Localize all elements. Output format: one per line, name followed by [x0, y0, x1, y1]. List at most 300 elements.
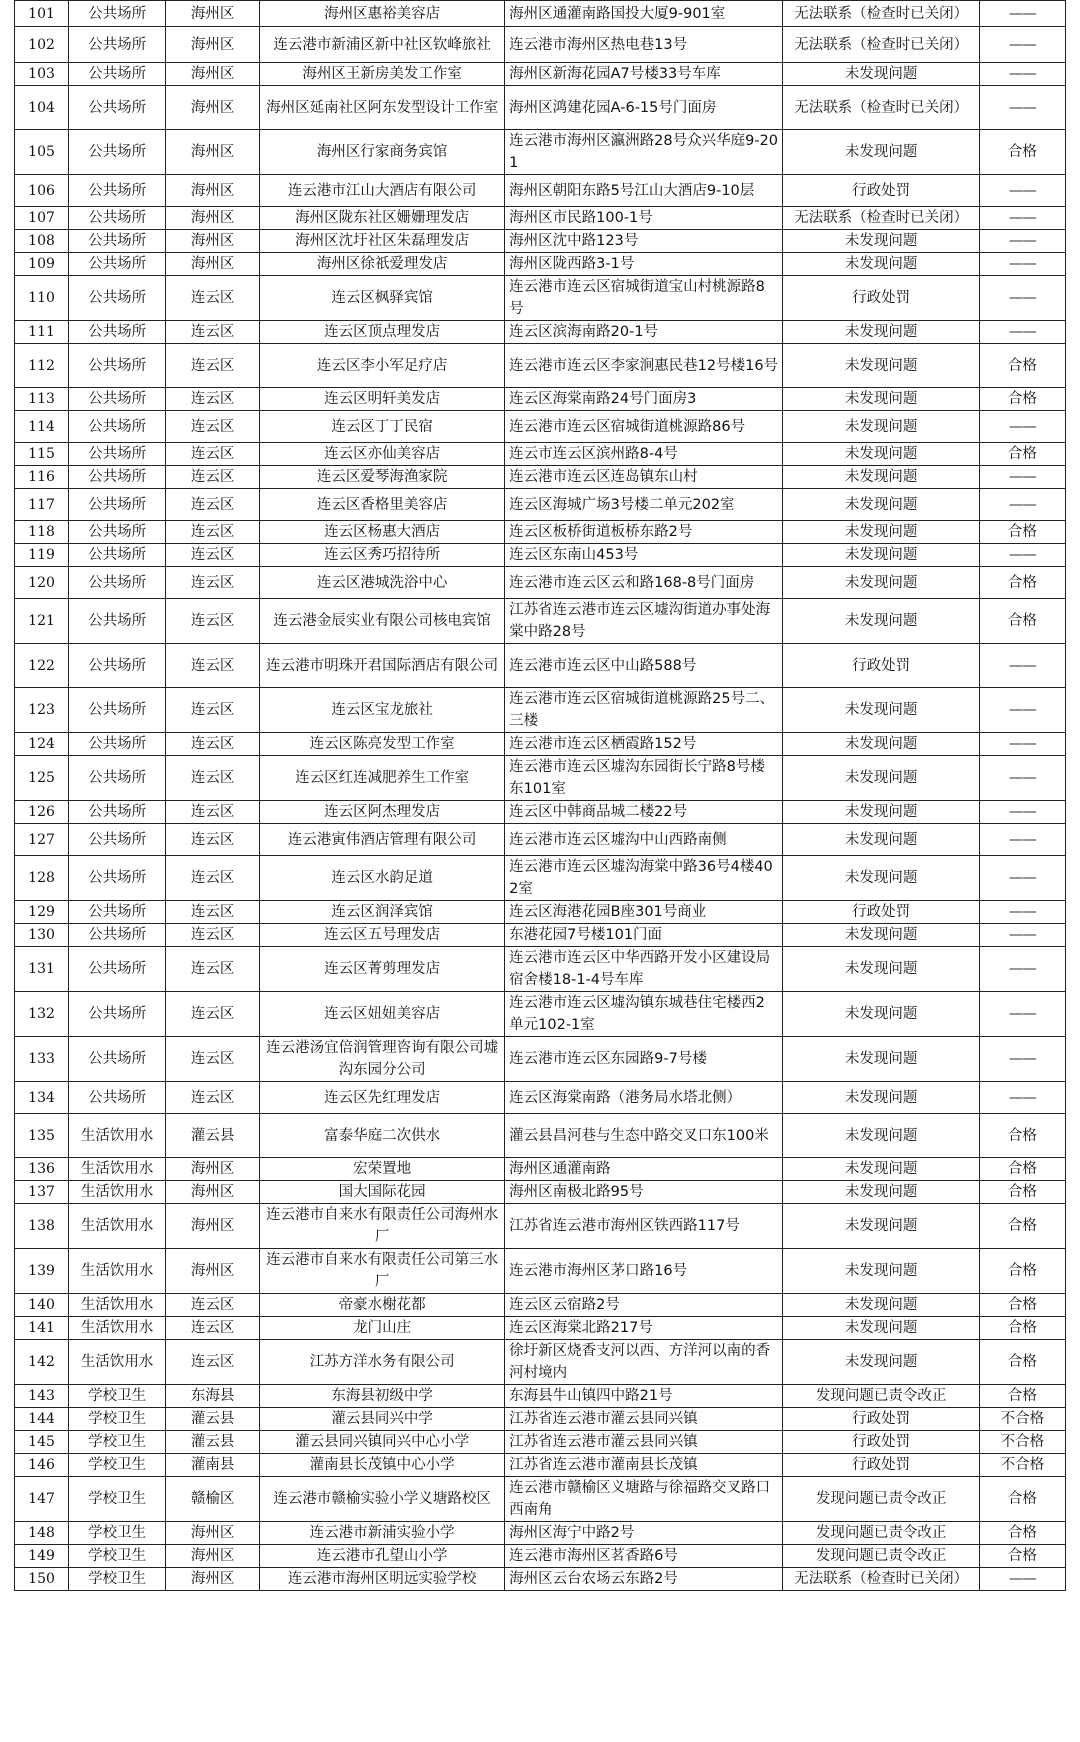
district-cell: 连云区: [166, 321, 260, 344]
table-row: [15, 992, 1066, 1037]
district-cell: 连云区: [166, 567, 260, 599]
unit-name-cell: 灌云县同兴镇同兴中心小学: [260, 1431, 505, 1454]
district-cell: 连云区: [166, 801, 260, 824]
address-cell: 江苏省连云港市灌云县同兴镇: [505, 1408, 783, 1431]
address-cell: 连云港市连云区墟沟海棠中路36号4楼402室: [505, 856, 783, 901]
category-cell: 公共场所: [69, 947, 166, 992]
category-cell: 公共场所: [69, 544, 166, 567]
address-cell: 连云区海棠南路24号门面房3: [505, 388, 783, 411]
row-index-cell: 129: [15, 901, 69, 924]
status-cell: 不合格: [979, 1408, 1065, 1431]
status-cell: 合格: [979, 1385, 1065, 1408]
result-cell: 无法联系（检查时已关闭）: [783, 1568, 980, 1591]
address-cell: 海州区通灌南路: [505, 1158, 783, 1181]
status-cell: ——: [979, 756, 1065, 801]
category-cell: 公共场所: [69, 644, 166, 688]
table-row: [15, 63, 1066, 86]
district-cell: 连云区: [166, 489, 260, 521]
address-cell: 连云港市连云区栖霞路152号: [505, 733, 783, 756]
table-row: [15, 489, 1066, 521]
address-cell: 连云港市连云区墟沟中山西路南侧: [505, 824, 783, 856]
address-cell: 海州区新海花园A7号楼33号车库: [505, 63, 783, 86]
unit-name-cell: 海州区行家商务宾馆: [260, 130, 505, 175]
category-cell: 公共场所: [69, 521, 166, 544]
category-cell: 学校卫生: [69, 1454, 166, 1477]
result-cell: 未发现问题: [783, 801, 980, 824]
table-row: [15, 388, 1066, 411]
address-cell: 连云区滨海南路20-1号: [505, 321, 783, 344]
result-cell: 未发现问题: [783, 1317, 980, 1340]
category-cell: 生活饮用水: [69, 1204, 166, 1249]
district-cell: 连云区: [166, 544, 260, 567]
row-index-cell: 114: [15, 411, 69, 443]
row-index-cell: 149: [15, 1545, 69, 1568]
unit-name-cell: 连云港寅伟酒店管理有限公司: [260, 824, 505, 856]
unit-name-cell: 宏荣置地: [260, 1158, 505, 1181]
category-cell: 公共场所: [69, 276, 166, 321]
address-cell: 连云港市连云区宿城街道宝山村桃源路8号: [505, 276, 783, 321]
table-row: [15, 253, 1066, 276]
row-index-cell: 127: [15, 824, 69, 856]
table-row: [15, 1114, 1066, 1158]
result-cell: 未发现问题: [783, 824, 980, 856]
district-cell: 连云区: [166, 1317, 260, 1340]
row-index-cell: 111: [15, 321, 69, 344]
table-row: [15, 1, 1066, 27]
status-cell: ——: [979, 1, 1065, 27]
status-cell: ——: [979, 947, 1065, 992]
category-cell: 公共场所: [69, 824, 166, 856]
status-cell: 合格: [979, 1294, 1065, 1317]
table-row: [15, 521, 1066, 544]
unit-name-cell: 海州区沈圩社区朱磊理发店: [260, 230, 505, 253]
result-cell: 未发现问题: [783, 1249, 980, 1294]
address-cell: 连云区云宿路2号: [505, 1294, 783, 1317]
address-cell: 连云港市海州区茗香路6号: [505, 1545, 783, 1568]
category-cell: 公共场所: [69, 567, 166, 599]
status-cell: 合格: [979, 443, 1065, 466]
category-cell: 学校卫生: [69, 1385, 166, 1408]
status-cell: ——: [979, 466, 1065, 489]
category-cell: 公共场所: [69, 344, 166, 388]
unit-name-cell: 连云港金辰实业有限公司核电宾馆: [260, 599, 505, 644]
status-cell: ——: [979, 901, 1065, 924]
row-index-cell: 140: [15, 1294, 69, 1317]
table-row: [15, 901, 1066, 924]
table-row: [15, 1158, 1066, 1181]
status-cell: ——: [979, 276, 1065, 321]
result-cell: 行政处罚: [783, 276, 980, 321]
district-cell: 连云区: [166, 733, 260, 756]
table-row: [15, 1340, 1066, 1385]
status-cell: ——: [979, 253, 1065, 276]
category-cell: 学校卫生: [69, 1568, 166, 1591]
row-index-cell: 135: [15, 1114, 69, 1158]
row-index-cell: 133: [15, 1037, 69, 1082]
category-cell: 公共场所: [69, 1082, 166, 1114]
row-index-cell: 145: [15, 1431, 69, 1454]
status-cell: 合格: [979, 1204, 1065, 1249]
district-cell: 连云区: [166, 644, 260, 688]
address-cell: 连云港市海州区热电巷13号: [505, 27, 783, 63]
address-cell: 连云港市连云区东园路9-7号楼: [505, 1037, 783, 1082]
table-row: [15, 1204, 1066, 1249]
unit-name-cell: 连云区港城洗浴中心: [260, 567, 505, 599]
address-cell: 海州区市民路100-1号: [505, 207, 783, 230]
row-index-cell: 115: [15, 443, 69, 466]
status-cell: ——: [979, 824, 1065, 856]
row-index-cell: 125: [15, 756, 69, 801]
status-cell: ——: [979, 230, 1065, 253]
status-cell: 合格: [979, 521, 1065, 544]
address-cell: 连云区板桥街道板桥东路2号: [505, 521, 783, 544]
result-cell: 未发现问题: [783, 1340, 980, 1385]
row-index-cell: 121: [15, 599, 69, 644]
row-index-cell: 134: [15, 1082, 69, 1114]
district-cell: 海州区: [166, 175, 260, 207]
address-cell: 连云港市连云区云和路168-8号门面房: [505, 567, 783, 599]
table-row: [15, 688, 1066, 733]
address-cell: 连云区海棠南路（港务局水塔北侧）: [505, 1082, 783, 1114]
district-cell: 连云区: [166, 688, 260, 733]
district-cell: 连云区: [166, 443, 260, 466]
status-cell: 合格: [979, 599, 1065, 644]
table-row: [15, 276, 1066, 321]
result-cell: 发现问题已责令改正: [783, 1522, 980, 1545]
table-row: [15, 1522, 1066, 1545]
row-index-cell: 104: [15, 86, 69, 130]
table-row: [15, 856, 1066, 901]
district-cell: 连云区: [166, 1294, 260, 1317]
address-cell: 海州区沈中路123号: [505, 230, 783, 253]
category-cell: 公共场所: [69, 1037, 166, 1082]
result-cell: 未发现问题: [783, 253, 980, 276]
category-cell: 公共场所: [69, 599, 166, 644]
category-cell: 公共场所: [69, 207, 166, 230]
table-row: [15, 1477, 1066, 1522]
status-cell: ——: [979, 1568, 1065, 1591]
address-cell: 连云市连云区滨州路8-4号: [505, 443, 783, 466]
district-cell: 连云区: [166, 1082, 260, 1114]
district-cell: 连云区: [166, 992, 260, 1037]
unit-name-cell: 帝豪水榭花都: [260, 1294, 505, 1317]
category-cell: 公共场所: [69, 992, 166, 1037]
status-cell: ——: [979, 992, 1065, 1037]
category-cell: 公共场所: [69, 733, 166, 756]
table-row: [15, 1037, 1066, 1082]
status-cell: ——: [979, 544, 1065, 567]
address-cell: 连云区海城广场3号楼二单元202室: [505, 489, 783, 521]
result-cell: 未发现问题: [783, 756, 980, 801]
status-cell: 合格: [979, 1249, 1065, 1294]
table-row: [15, 207, 1066, 230]
district-cell: 连云区: [166, 521, 260, 544]
row-index-cell: 132: [15, 992, 69, 1037]
address-cell: 连云区中韩商品城二楼22号: [505, 801, 783, 824]
result-cell: 未发现问题: [783, 544, 980, 567]
category-cell: 生活饮用水: [69, 1181, 166, 1204]
row-index-cell: 142: [15, 1340, 69, 1385]
unit-name-cell: 海州区惠裕美容店: [260, 1, 505, 27]
status-cell: 合格: [979, 344, 1065, 388]
row-index-cell: 113: [15, 388, 69, 411]
table-row: [15, 644, 1066, 688]
category-cell: 生活饮用水: [69, 1294, 166, 1317]
row-index-cell: 143: [15, 1385, 69, 1408]
category-cell: 生活饮用水: [69, 1340, 166, 1385]
table-row: [15, 1385, 1066, 1408]
result-cell: 未发现问题: [783, 924, 980, 947]
status-cell: 合格: [979, 1340, 1065, 1385]
category-cell: 公共场所: [69, 489, 166, 521]
district-cell: 连云区: [166, 276, 260, 321]
district-cell: 海州区: [166, 207, 260, 230]
district-cell: 海州区: [166, 1158, 260, 1181]
table-row: [15, 1545, 1066, 1568]
category-cell: 公共场所: [69, 901, 166, 924]
result-cell: 行政处罚: [783, 1454, 980, 1477]
status-cell: ——: [979, 86, 1065, 130]
district-cell: 连云区: [166, 599, 260, 644]
row-index-cell: 103: [15, 63, 69, 86]
district-cell: 灌南县: [166, 1454, 260, 1477]
district-cell: 灌云县: [166, 1408, 260, 1431]
table-row: [15, 175, 1066, 207]
table-row: [15, 1454, 1066, 1477]
address-cell: 东港花园7号楼101门面: [505, 924, 783, 947]
category-cell: 公共场所: [69, 1, 166, 27]
unit-name-cell: 连云港市新浦实验小学: [260, 1522, 505, 1545]
district-cell: 海州区: [166, 230, 260, 253]
category-cell: 公共场所: [69, 688, 166, 733]
address-cell: 连云区东南山453号: [505, 544, 783, 567]
row-index-cell: 112: [15, 344, 69, 388]
category-cell: 公共场所: [69, 321, 166, 344]
result-cell: 发现问题已责令改正: [783, 1545, 980, 1568]
result-cell: 未发现问题: [783, 411, 980, 443]
district-cell: 海州区: [166, 1181, 260, 1204]
result-cell: 未发现问题: [783, 230, 980, 253]
category-cell: 学校卫生: [69, 1431, 166, 1454]
table-row: [15, 1249, 1066, 1294]
result-cell: 未发现问题: [783, 388, 980, 411]
district-cell: 连云区: [166, 1037, 260, 1082]
district-cell: 连云区: [166, 924, 260, 947]
unit-name-cell: 江苏方洋水务有限公司: [260, 1340, 505, 1385]
status-cell: 不合格: [979, 1454, 1065, 1477]
row-index-cell: 119: [15, 544, 69, 567]
district-cell: 连云区: [166, 388, 260, 411]
status-cell: ——: [979, 1082, 1065, 1114]
unit-name-cell: 连云港市海州区明远实验学校: [260, 1568, 505, 1591]
status-cell: 合格: [979, 388, 1065, 411]
status-cell: ——: [979, 321, 1065, 344]
status-cell: 合格: [979, 1545, 1065, 1568]
category-cell: 公共场所: [69, 130, 166, 175]
row-index-cell: 101: [15, 1, 69, 27]
result-cell: 未发现问题: [783, 992, 980, 1037]
address-cell: 徐圩新区烧香支河以西、方洋河以南的香河村境内: [505, 1340, 783, 1385]
district-cell: 海州区: [166, 1522, 260, 1545]
district-cell: 连云区: [166, 1340, 260, 1385]
row-index-cell: 109: [15, 253, 69, 276]
row-index-cell: 138: [15, 1204, 69, 1249]
address-cell: 连云区海棠北路217号: [505, 1317, 783, 1340]
category-cell: 公共场所: [69, 175, 166, 207]
row-index-cell: 124: [15, 733, 69, 756]
inspection-table: [14, 0, 1066, 1591]
result-cell: 未发现问题: [783, 1082, 980, 1114]
result-cell: 发现问题已责令改正: [783, 1385, 980, 1408]
row-index-cell: 150: [15, 1568, 69, 1591]
result-cell: 未发现问题: [783, 1158, 980, 1181]
district-cell: 海州区: [166, 1568, 260, 1591]
status-cell: ——: [979, 644, 1065, 688]
category-cell: 学校卫生: [69, 1408, 166, 1431]
result-cell: 行政处罚: [783, 644, 980, 688]
table-row: [15, 947, 1066, 992]
district-cell: 连云区: [166, 411, 260, 443]
category-cell: 公共场所: [69, 86, 166, 130]
category-cell: 公共场所: [69, 388, 166, 411]
address-cell: 连云港市连云区中山路588号: [505, 644, 783, 688]
unit-name-cell: 连云区宝龙旅社: [260, 688, 505, 733]
table-row: [15, 1408, 1066, 1431]
district-cell: 海州区: [166, 253, 260, 276]
result-cell: 未发现问题: [783, 1204, 980, 1249]
unit-name-cell: 国大国际花园: [260, 1181, 505, 1204]
table-row: [15, 411, 1066, 443]
row-index-cell: 136: [15, 1158, 69, 1181]
status-cell: ——: [979, 801, 1065, 824]
row-index-cell: 108: [15, 230, 69, 253]
result-cell: 未发现问题: [783, 947, 980, 992]
status-cell: ——: [979, 63, 1065, 86]
address-cell: 连云港市连云区中华西路开发小区建设局宿舍楼18-1-4号车库: [505, 947, 783, 992]
result-cell: 未发现问题: [783, 521, 980, 544]
address-cell: 连云港市连云区连岛镇东山村: [505, 466, 783, 489]
row-index-cell: 118: [15, 521, 69, 544]
unit-name-cell: 连云港市明珠开君国际酒店有限公司: [260, 644, 505, 688]
address-cell: 海州区陇西路3-1号: [505, 253, 783, 276]
status-cell: ——: [979, 489, 1065, 521]
result-cell: 未发现问题: [783, 599, 980, 644]
address-cell: 江苏省连云港市灌云县同兴镇: [505, 1431, 783, 1454]
row-index-cell: 126: [15, 801, 69, 824]
table-row: [15, 1431, 1066, 1454]
status-cell: 合格: [979, 130, 1065, 175]
category-cell: 学校卫生: [69, 1477, 166, 1522]
unit-name-cell: 连云区秀巧招待所: [260, 544, 505, 567]
district-cell: 海州区: [166, 1545, 260, 1568]
result-cell: 未发现问题: [783, 733, 980, 756]
unit-name-cell: 海州区徐祇爱理发店: [260, 253, 505, 276]
district-cell: 东海县: [166, 1385, 260, 1408]
result-cell: 无法联系（检查时已关闭）: [783, 1, 980, 27]
district-cell: 连云区: [166, 756, 260, 801]
district-cell: 赣榆区: [166, 1477, 260, 1522]
category-cell: 学校卫生: [69, 1545, 166, 1568]
unit-name-cell: 连云港汤宜倍润管理咨询有限公司墟沟东园分公司: [260, 1037, 505, 1082]
row-index-cell: 137: [15, 1181, 69, 1204]
address-cell: 连云港市连云区墟沟镇东城巷住宅楼西2单元102-1室: [505, 992, 783, 1037]
result-cell: 未发现问题: [783, 344, 980, 388]
category-cell: 公共场所: [69, 466, 166, 489]
table-row: [15, 544, 1066, 567]
unit-name-cell: 灌云县同兴中学: [260, 1408, 505, 1431]
address-cell: 江苏省连云港市海州区铁西路117号: [505, 1204, 783, 1249]
status-cell: ——: [979, 27, 1065, 63]
row-index-cell: 131: [15, 947, 69, 992]
unit-name-cell: 龙门山庄: [260, 1317, 505, 1340]
table-row: [15, 27, 1066, 63]
result-cell: 未发现问题: [783, 688, 980, 733]
unit-name-cell: 连云区爱琴海渔家院: [260, 466, 505, 489]
district-cell: 连云区: [166, 947, 260, 992]
unit-name-cell: 连云区枫驿宾馆: [260, 276, 505, 321]
district-cell: 灌云县: [166, 1431, 260, 1454]
row-index-cell: 110: [15, 276, 69, 321]
unit-name-cell: 灌南县长茂镇中心小学: [260, 1454, 505, 1477]
district-cell: 海州区: [166, 1249, 260, 1294]
status-cell: ——: [979, 924, 1065, 947]
row-index-cell: 130: [15, 924, 69, 947]
unit-name-cell: 连云港市赣榆实验小学义塘路校区: [260, 1477, 505, 1522]
category-cell: 学校卫生: [69, 1522, 166, 1545]
row-index-cell: 102: [15, 27, 69, 63]
table-row: [15, 466, 1066, 489]
address-cell: 连云港市连云区李家涧惠民巷12号楼16号: [505, 344, 783, 388]
result-cell: 未发现问题: [783, 489, 980, 521]
address-cell: 海州区南极北路95号: [505, 1181, 783, 1204]
row-index-cell: 141: [15, 1317, 69, 1340]
unit-name-cell: 连云区亦仙美容店: [260, 443, 505, 466]
table-row: [15, 756, 1066, 801]
district-cell: 连云区: [166, 901, 260, 924]
result-cell: 行政处罚: [783, 1408, 980, 1431]
status-cell: ——: [979, 856, 1065, 901]
table-row: [15, 1082, 1066, 1114]
status-cell: ——: [979, 207, 1065, 230]
result-cell: 行政处罚: [783, 175, 980, 207]
address-cell: 连云区海港花园B座301号商业: [505, 901, 783, 924]
unit-name-cell: 东海县初级中学: [260, 1385, 505, 1408]
category-cell: 公共场所: [69, 411, 166, 443]
table-row: [15, 924, 1066, 947]
address-cell: 海州区鸿建花园A-6-15号门面房: [505, 86, 783, 130]
row-index-cell: 139: [15, 1249, 69, 1294]
result-cell: 未发现问题: [783, 1181, 980, 1204]
district-cell: 连云区: [166, 824, 260, 856]
address-cell: 连云港市连云区宿城街道桃源路25号二、三楼: [505, 688, 783, 733]
unit-name-cell: 连云港市江山大酒店有限公司: [260, 175, 505, 207]
category-cell: 公共场所: [69, 63, 166, 86]
unit-name-cell: 海州区王新房美发工作室: [260, 63, 505, 86]
result-cell: 无法联系（检查时已关闭）: [783, 207, 980, 230]
row-index-cell: 148: [15, 1522, 69, 1545]
unit-name-cell: 连云区五号理发店: [260, 924, 505, 947]
category-cell: 公共场所: [69, 756, 166, 801]
status-cell: ——: [979, 1037, 1065, 1082]
unit-name-cell: 连云区陈亮发型工作室: [260, 733, 505, 756]
status-cell: ——: [979, 733, 1065, 756]
row-index-cell: 123: [15, 688, 69, 733]
row-index-cell: 120: [15, 567, 69, 599]
unit-name-cell: 连云区丁丁民宿: [260, 411, 505, 443]
table-row: [15, 599, 1066, 644]
table-row: [15, 733, 1066, 756]
address-cell: 连云港市赣榆区义塘路与徐福路交叉路口西南角: [505, 1477, 783, 1522]
